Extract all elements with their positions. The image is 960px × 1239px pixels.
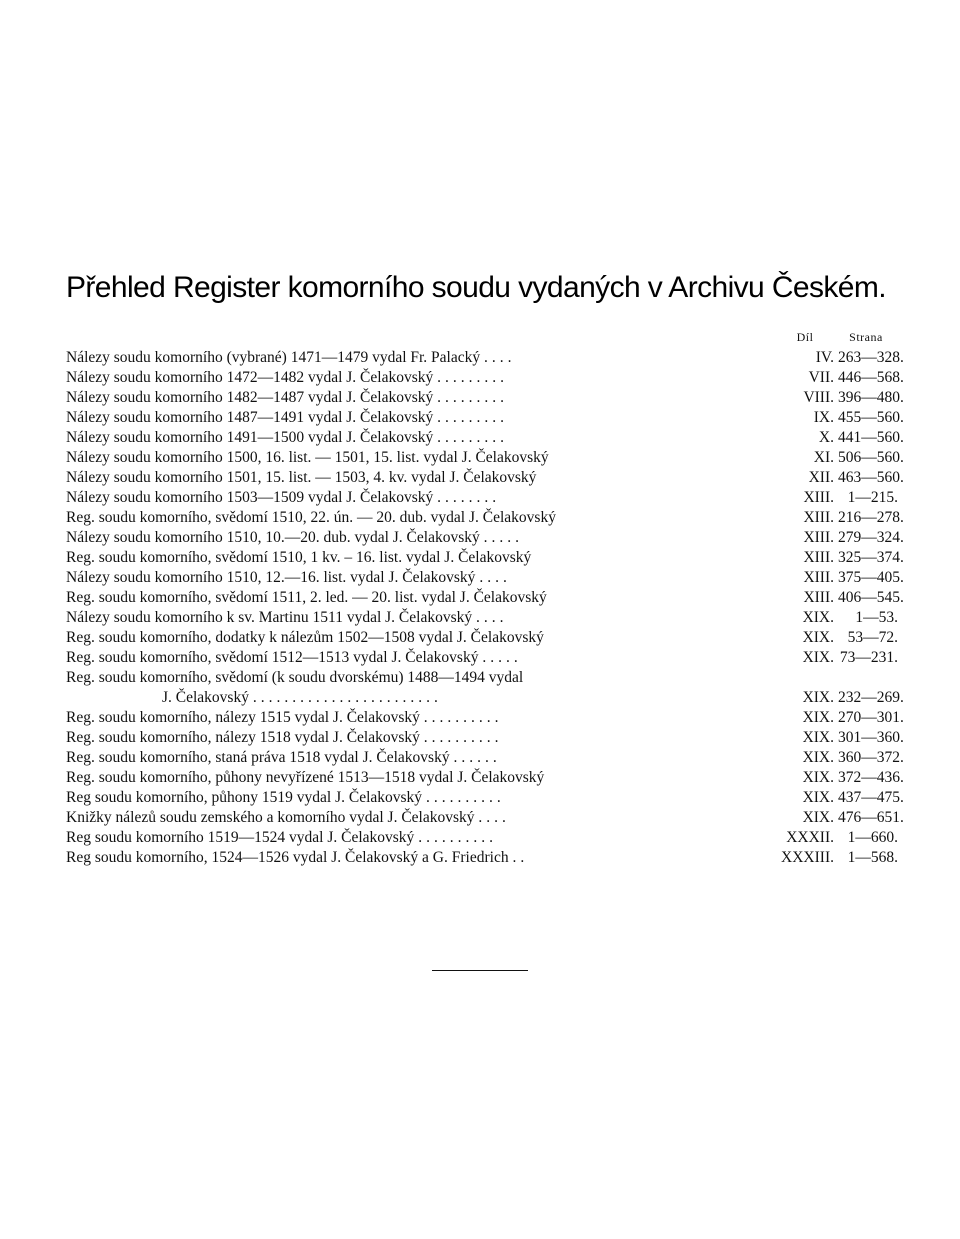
entry-pages: 53—72. [847, 629, 898, 646]
register-entry [66, 388, 904, 408]
entry-pages: 506—560. [838, 449, 904, 466]
entry-title [66, 768, 728, 788]
entry-title [66, 528, 728, 548]
register-entry [66, 608, 896, 628]
register-entry [66, 428, 904, 448]
register-entry [66, 628, 896, 648]
entry-title-text: Nálezy soudu komorního 1472—1482 vydal J. Čelakovský [66, 369, 434, 386]
register-list [66, 348, 904, 868]
entry-volume: XXXII. [786, 829, 834, 846]
entry-title [66, 408, 728, 428]
entry-volume: XIX. [802, 809, 834, 826]
entry-pages: 279—324. [838, 529, 904, 546]
register-entry [66, 768, 904, 788]
entry-pages: 216—278. [838, 509, 904, 526]
entry-title-text: Nálezy soudu komorního 1510, 10.—20. dub. vydal J. Čelakovský [66, 529, 480, 546]
entry-title [66, 608, 728, 628]
entry-volume: XIX. [802, 749, 834, 766]
entry-title [66, 848, 728, 868]
dot-leader: .... [479, 569, 511, 586]
entry-volume: XIX. [802, 649, 834, 666]
dot-leader: ...... [453, 749, 501, 766]
entry-pages: 441—560. [838, 429, 904, 446]
dot-leader: .......... [425, 789, 505, 806]
entry-title [66, 468, 728, 488]
entry-volume: XIX. [802, 709, 834, 726]
entry-title [66, 548, 728, 568]
entry-title [66, 368, 728, 388]
entry-volume: XIX. [802, 789, 834, 806]
entry-title [66, 808, 728, 828]
entry-pages: 360—372. [838, 749, 904, 766]
entry-pages: 396—480. [838, 389, 904, 406]
entry-title [66, 508, 728, 528]
entry-volume: VIII. [803, 389, 834, 406]
entry-title-text: Nálezy soudu komorního 1500, 16. list. — 1501, 15. list. vydal J. Čelakovský [66, 449, 549, 466]
entry-title-text: Nálezy soudu komorního 1487—1491 vydal J. Čelakovský [66, 409, 434, 426]
entry-title [66, 428, 728, 448]
entry-title [66, 828, 728, 848]
entry-volume: XIX. [802, 629, 834, 646]
register-entry [66, 508, 904, 528]
entry-volume: IX. [813, 409, 834, 426]
entry-volume: XIX. [802, 769, 834, 786]
entry-volume: XIII. [803, 509, 834, 526]
entry-volume: X. [818, 429, 834, 446]
entry-volume: XII. [808, 469, 834, 486]
register-entry [66, 528, 904, 548]
dot-leader: .... [484, 349, 516, 366]
register-entry [66, 748, 904, 768]
dot-leader: ......... [437, 429, 508, 446]
entry-pages: 437—475. [838, 789, 904, 806]
entry-title [66, 348, 728, 368]
dot-leader: .... [476, 609, 508, 626]
entry-title [66, 748, 728, 768]
entry-title-text: Reg. soudu komorního, svědomí 1510, 22. ún. — 20. dub. vydal J. Čelakovský [66, 509, 556, 526]
entry-volume: IV. [815, 349, 834, 366]
entry-pages: 1—53. [855, 609, 898, 626]
entry-volume: VII. [808, 369, 834, 386]
entry-title [66, 788, 728, 808]
entry-pages: 1—660. [847, 829, 898, 846]
register-entry [66, 688, 904, 708]
dot-leader: .......... [418, 829, 497, 846]
register-entry [66, 588, 904, 608]
dot-leader: ..... [483, 529, 523, 546]
entry-title-text: Nálezy soudu komorního 1491—1500 vydal J. Čelakovský [66, 429, 434, 446]
entry-pages: 325—374. [838, 549, 904, 566]
entry-pages: 232—269. [838, 689, 904, 706]
register-entry [66, 408, 904, 428]
entry-title-text: Reg. soudu komorního, nálezy 1515 vydal J. Čelakovský [66, 709, 420, 726]
entry-pages: 375—405. [838, 569, 904, 586]
register-entry [66, 468, 904, 488]
dot-leader: .......... [423, 709, 503, 726]
register-entry [66, 808, 904, 828]
dot-leader: .......... [423, 729, 503, 746]
closing-rule [432, 970, 528, 971]
entry-title [66, 488, 728, 508]
entry-title-text: Reg. soudu komorního, svědomí (k soudu dvorskému) 1488—1494 vydal [66, 669, 524, 686]
column-header-strana: Strana [849, 330, 883, 344]
entry-title-text: Reg. soudu komorního, svědomí 1510, 1 kv. – 16. list. vydal J. Čelakovský [66, 549, 532, 566]
entry-title-text: Nálezy soudu komorního 1501, 15. list. — 1503, 4. kv. vydal J. Čelakovský [66, 469, 537, 486]
entry-title-text: Nálezy soudu komorního 1503—1509 vydal J. Čelakovský [66, 489, 434, 506]
entry-volume: XIX. [802, 689, 834, 706]
entry-pages: 476—651. [838, 809, 904, 826]
entry-title-text: Reg. soudu komorního, svědomí 1511, 2. led. — 20. list. vydal J. Čelakovský [66, 589, 547, 606]
dot-leader: ......... [437, 409, 508, 426]
entry-pages: 270—301. [838, 709, 904, 726]
register-entry [66, 708, 904, 728]
entry-title [66, 448, 728, 468]
register-entry [66, 448, 904, 468]
dot-leader: .. [512, 849, 529, 866]
entry-title-text: Knižky nálezů soudu zemského a komorního vydal J. Čelakovský [66, 809, 475, 826]
register-entry [66, 668, 896, 688]
dot-leader: ......... [437, 389, 508, 406]
entry-title-text: Reg soudu komorního, 1524—1526 vydal J. Čelakovský a G. Friedrich [66, 849, 509, 866]
entry-volume: XIII. [803, 589, 834, 606]
dot-leader: ......... [437, 369, 508, 386]
entry-title [66, 648, 728, 668]
entry-volume: XIII. [803, 489, 834, 506]
entry-pages: 73—231. [839, 649, 898, 666]
register-entry [66, 568, 904, 588]
register-entry [66, 488, 896, 508]
entry-title [66, 588, 728, 608]
entry-title [66, 628, 728, 648]
entry-title [66, 728, 728, 748]
entry-title [66, 708, 728, 728]
entry-pages: 463—560. [838, 469, 904, 486]
register-entry [66, 848, 896, 868]
entry-title-text: Reg. soudu komorního, staná práva 1518 vydal J. Čelakovský [66, 749, 450, 766]
entry-volume: XIII. [803, 569, 834, 586]
entry-title-text: Reg. soudu komorního, dodatky k nálezům 1502—1508 vydal J. Čelakovský [66, 629, 544, 646]
entry-title-text: Reg soudu komorního 1519—1524 vydal J. Čelakovský [66, 829, 415, 846]
entry-pages: 372—436. [838, 769, 904, 786]
entry-pages: 446—568. [838, 369, 904, 386]
entry-title-text: Nálezy soudu komorního k sv. Martinu 1511 vydal J. Čelakovský [66, 609, 473, 626]
entry-pages: 455—560. [838, 409, 904, 426]
register-entry [66, 548, 904, 568]
dot-leader: .... [478, 809, 510, 826]
entry-pages: 1—215. [847, 489, 898, 506]
page-title: Přehled Register komorního soudu vydaných v Archivu Českém. [66, 271, 887, 304]
entry-pages: 1—568. [847, 849, 898, 866]
entry-title-text: Reg. soudu komorního, půhony nevyřízené 1513—1518 vydal J. Čelakovský [66, 769, 545, 786]
entry-volume: XIII. [803, 529, 834, 546]
register-entry [66, 728, 904, 748]
register-entry [66, 348, 904, 368]
entry-volume: XIX. [802, 729, 834, 746]
dot-leader: ........................ [252, 689, 442, 706]
register-entry [66, 368, 904, 388]
entry-title-text: Reg. soudu komorního, svědomí 1512—1513 vydal J. Čelakovský [66, 649, 479, 666]
entry-title-text: J. Čelakovský [162, 689, 249, 706]
entry-pages: 406—545. [838, 589, 904, 606]
entry-title [66, 388, 728, 408]
register-entry [66, 828, 896, 848]
dot-leader: ........ [437, 489, 501, 506]
register-entry [66, 648, 896, 668]
entry-title-text: Nálezy soudu komorního 1482—1487 vydal J. Čelakovský [66, 389, 434, 406]
entry-title-text: Nálezy soudu komorního 1510, 12.—16. list. vydal J. Čelakovský [66, 569, 476, 586]
column-header-dil: Díl [796, 330, 814, 344]
entry-pages: 263—328. [838, 349, 904, 366]
entry-title-text: Nálezy soudu komorního (vybrané) 1471—1479 vydal Fr. Palacký [66, 349, 481, 366]
entry-title-text: Reg. soudu komorního, nálezy 1518 vydal J. Čelakovský [66, 729, 420, 746]
entry-title-text: Reg soudu komorního, půhony 1519 vydal J. Čelakovský [66, 789, 423, 806]
dot-leader: ..... [482, 649, 522, 666]
entry-pages: 301—360. [838, 729, 904, 746]
entry-volume: XIX. [802, 609, 834, 626]
entry-title [66, 568, 728, 588]
entry-volume: XI. [813, 449, 834, 466]
register-entry [66, 788, 904, 808]
entry-title [66, 668, 728, 688]
entry-volume: XIII. [803, 549, 834, 566]
entry-title [162, 688, 728, 708]
entry-volume: XXXIII. [781, 849, 834, 866]
